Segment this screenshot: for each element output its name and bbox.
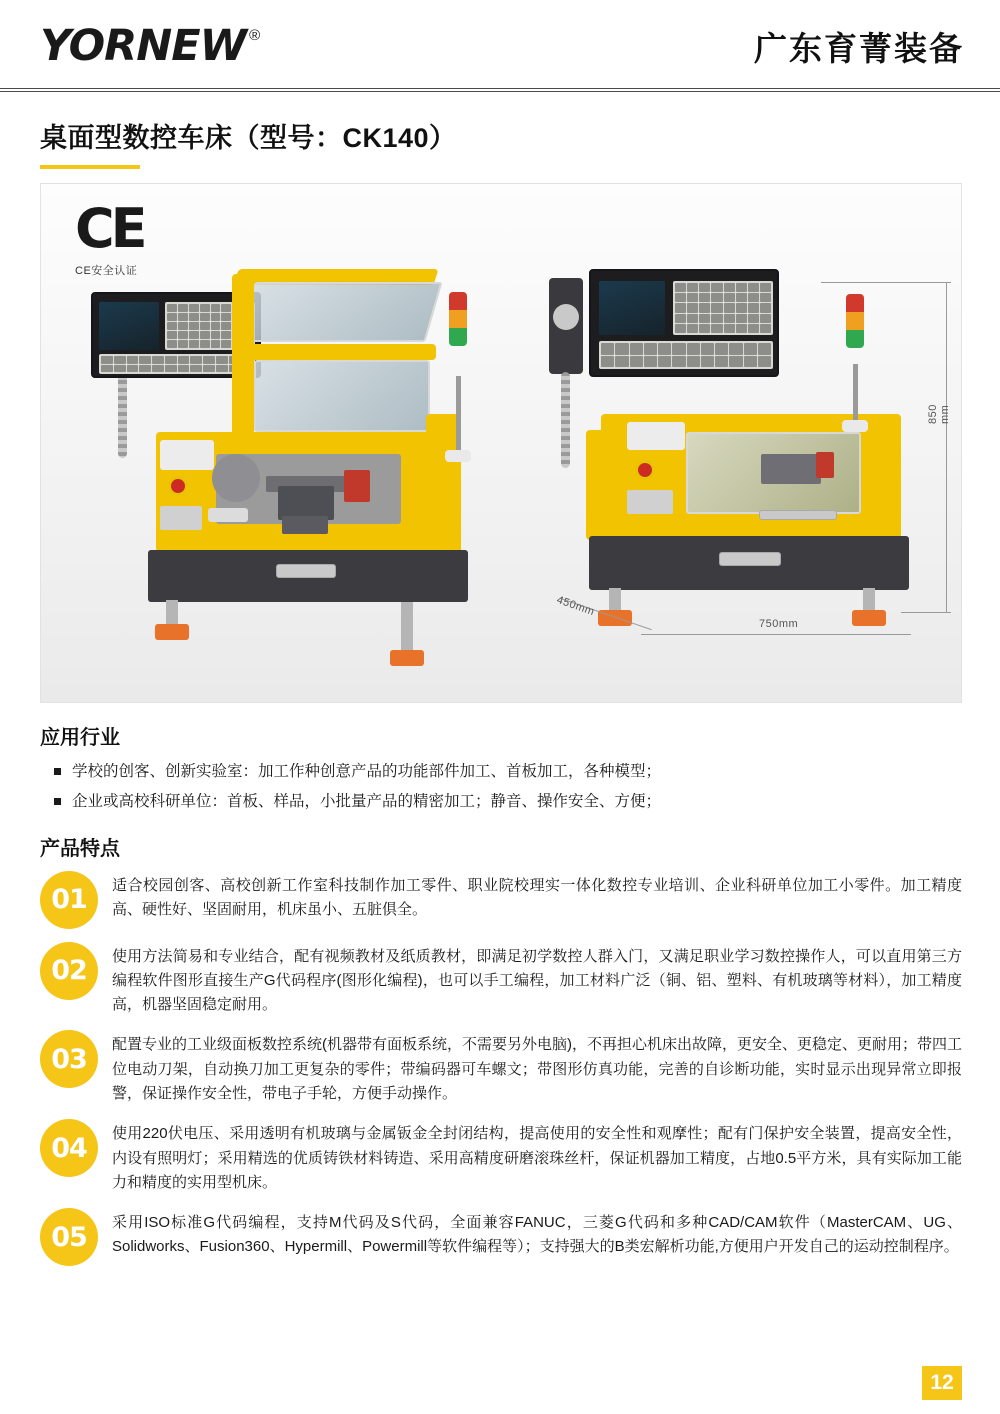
emergency-stop-button [168,476,188,496]
lamp-red-right [846,294,864,312]
ce-label: CE安全认证 [75,265,138,277]
features-heading: 产品特点 [40,837,120,860]
lid-window [237,282,442,342]
feature-number-badge: 04 [40,1119,98,1177]
pendant-cable-right [561,372,570,468]
industries-section [0,721,1000,814]
drawer-handle-right [719,552,781,566]
signal-tower [449,292,467,346]
lamp-green [449,328,467,346]
features-section [0,832,1000,1267]
dimension-line-height [946,282,947,612]
lid-bottom-rail [246,344,436,360]
feature-text: 适合校园创客、高校创新工作室科技制作加工零件、职业院校理实一体化数控专业培训、企业科研单位加工小零件。加工精度高、硬性好、坚固耐用，机床虽小、五脏俱全。 [112,876,962,918]
lamp-amber-right [846,312,864,330]
drawer-handle [276,564,336,578]
lamp-green-right [846,330,864,348]
tool-turret [278,486,334,520]
lamp-pole [456,376,461,456]
dimension-tick-top [821,282,951,283]
title-underline [40,165,140,169]
lamp-red [449,292,467,310]
machine-front-view [96,264,486,664]
tool-holder [344,470,370,502]
lamp-base [445,450,471,462]
label-plate-right [627,422,685,450]
title-block [0,92,1000,169]
product-photo [40,183,962,703]
feature-text: 采用ISO标准G代码编程，支持M代码及S代码，全面兼容FANUC，三菱G代码和多种CAD/CAM软件（MasterCAM、UG、Solidworks、Fusion360、Hypermill、Powermill等软件编程等）；支持强大的B类宏解析功能,方便用户开发自己的运动控制程序。 [112,1214,962,1256]
interior-tool [816,452,834,478]
dimension-width-label: 750mm [759,618,799,630]
leveling-foot-right [390,650,424,666]
cnc-function-keys-right [599,341,773,369]
cnc-keypad-right [673,281,773,335]
foot-stem-right-right [863,588,875,612]
logo-text: YORNEW [40,20,247,71]
brand-logo [40,20,261,71]
header-divider [0,88,1000,92]
machine-side-view [531,264,931,664]
front-window [254,360,430,432]
warning-label-right [627,490,673,514]
list-item [40,1030,962,1106]
feature-text: 使用220伏电压、采用透明有机玻璃与金属钣金全封闭结构，提高使用的安全性和观摩性；配有门保护安全装置，提高安全性，内设有照明灯；采用精选的优质铸铁材料铸造、采用高精度研磨滚珠丝杆，保证机器加工精度，占地0.5平方米，具有实际加工能力和精度的实用型机床。 [112,1125,962,1191]
registered-trademark-icon: ® [249,26,261,44]
industries-list [40,760,962,814]
feature-number-badge: 03 [40,1030,98,1088]
feature-text: 使用方法简易和专业结合，配有视频教材及纸质教材，即满足初学数控人群入门，又满足职业学习数控操作人，可以直用第三方编程软件图形直接生产G代码程序(图形化编程)，也可以手工编程，加工材料广泛（铜、铝、塑料、有机玻璃等材料），加工精度高，机器坚固稳定耐用。 [112,947,962,1014]
foot-stem-left [166,600,178,626]
pendant-cable [118,372,127,458]
lathe-chuck [212,454,260,502]
foot-stem-right [401,602,413,652]
feature-number-badge: 05 [40,1208,98,1266]
list-item [40,1208,962,1266]
page-header [0,0,1000,92]
label-plate [160,440,214,470]
door-hinge-panel [232,274,254,454]
signal-tower-right [846,294,864,348]
foot-stem-left-right [609,588,621,612]
page-title: 桌面型数控车床（型号：CK140） [40,123,457,153]
list-item [40,942,962,1018]
leveling-foot-right-right [852,610,886,626]
warning-label [160,506,202,530]
feature-number-badge: 02 [40,942,98,1000]
dimension-depth-label: 450mm [555,594,597,619]
cnc-screen-right [599,281,665,335]
carriage [282,516,328,534]
list-item: 企业或高校科研单位：首板、样品，小批量产品的精密加工；静音、操作安全、方便； [54,790,962,813]
lamp-base-right [842,420,868,432]
machine-body-left-face [586,430,626,540]
leveling-foot-left [155,624,189,640]
feature-number-badge: 01 [40,871,98,929]
vent-slot [208,508,248,522]
lamp-pole-right [853,364,858,424]
emergency-stop-button-right [635,460,655,480]
list-item [40,871,962,929]
page-number: 12 [922,1366,962,1400]
cnc-screen [99,302,159,350]
lamp-amber [449,310,467,328]
dimension-height-label: 850 mm [927,404,951,424]
door-handle-right [759,510,837,520]
features-list [40,871,962,1267]
ce-icon: CE [75,197,144,260]
dimension-line-width [641,634,911,635]
list-item: 学校的创客、创新实验室：加工作种创意产品的功能部件加工、首板加工，各种模型； [54,760,962,783]
interior-spindle [761,454,821,484]
feature-text: 配置专业的工业级面板数控系统(机器带有面板系统，不需要另外电脑)，不再担心机床出故障，更安全、更稳定、更耐用；带四工位电动刀架，自动换刀加工更复杂的零件；带编码器可车螺文；带图形仿真功能，完善的自诊断功能，实时显示出现异常立即报警，保证操作安全性，带电子手轮，方便手动操作。 [112,1036,962,1102]
industries-heading: 应用行业 [40,727,120,749]
handwheel-icon [553,304,579,330]
company-name: 广东育菁装备 [754,29,964,67]
dimension-tick-bottom [901,612,951,613]
list-item [40,1119,962,1195]
cnc-control-panel-right [589,269,779,377]
